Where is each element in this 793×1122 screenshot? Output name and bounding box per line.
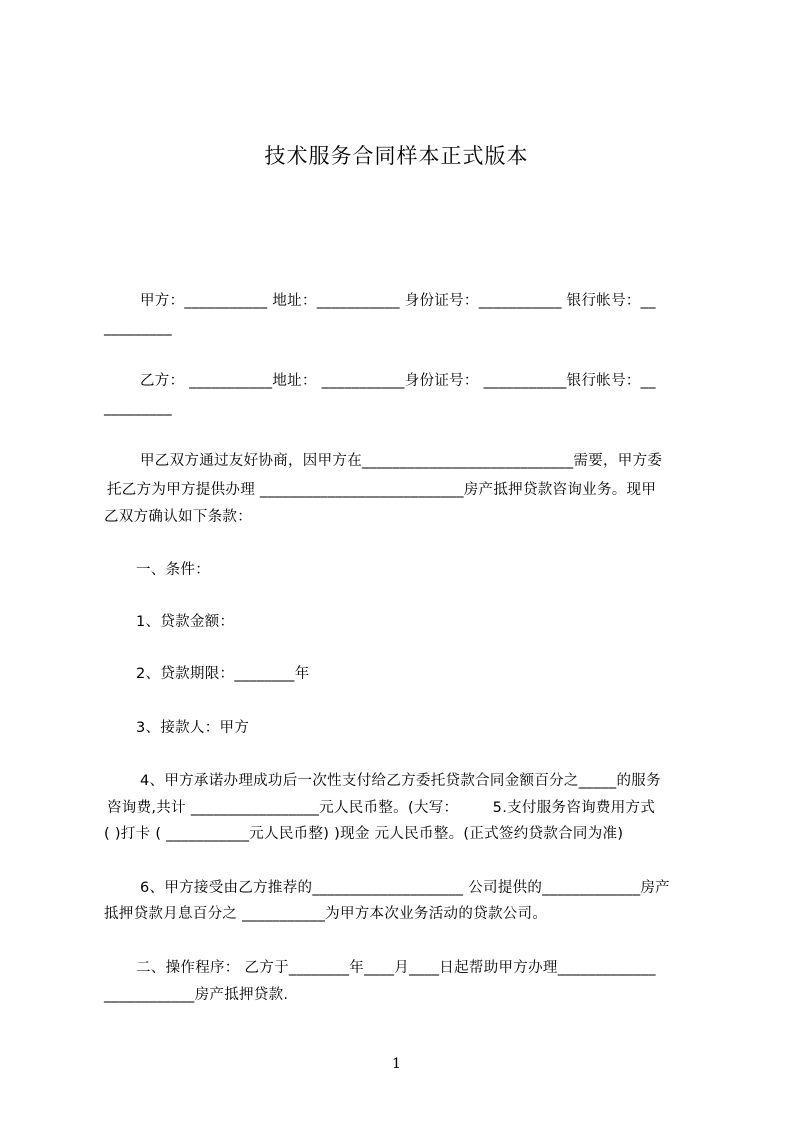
party-a-line-continued: _________ [104, 320, 172, 336]
clause-6-line: 6、甲方接受由乙方推荐的____________________ 公司提供的_____________房产 [140, 880, 670, 896]
page-number: 1 [392, 1056, 401, 1072]
intro-paragraph-line: 乙双方确认如下条款： [104, 509, 252, 525]
clause-4-line: ( )打卡 ( ___________元人民币整) )现金 元人民币整。(正式签约贷款合同为准) [104, 826, 624, 842]
party-b-line: 乙方： ___________地址： ___________身份证号： ___________银行帐号：__ [140, 373, 656, 389]
condition-loan-amount: 1、贷款金额： [136, 614, 235, 630]
clause-4-line: 咨询费,共计 _________________元人民币整。(大写： 5.支付服务咨询费用方式 [107, 800, 656, 816]
document-title: 技术服务合同样本正式版本 [264, 144, 529, 168]
section-heading-procedure: 二、操作程序： 乙方于________年____月____日起帮助甲方办理_____________ [136, 960, 656, 976]
condition-loan-term: 2、贷款期限：________年 [136, 666, 310, 682]
intro-paragraph-line: 甲乙双方通过友好协商，因甲方在____________________________需要，甲方委 [140, 453, 663, 469]
intro-paragraph-line: 托乙方为甲方提供办理 ___________________________房产抵押贷款咨询业务。现甲 [107, 482, 657, 498]
clause-4-line: 4、甲方承诺办理成功后一次性支付给乙方委托贷款合同金额百分之_____的服务 [140, 773, 661, 789]
party-a-line: 甲方：___________ 地址：___________ 身份证号：___________ 银行帐号：__ [140, 293, 656, 309]
section-heading-conditions: 一、条件： [136, 562, 210, 578]
party-b-line-continued: _________ [104, 400, 172, 416]
clause-6-line: 抵押贷款月息百分之 ___________为甲方本次业务活动的贷款公司。 [104, 906, 548, 922]
procedure-line-continued: ____________房产抵押贷款. [104, 987, 289, 1003]
condition-recipient: 3、接款人：甲方 [136, 720, 250, 736]
